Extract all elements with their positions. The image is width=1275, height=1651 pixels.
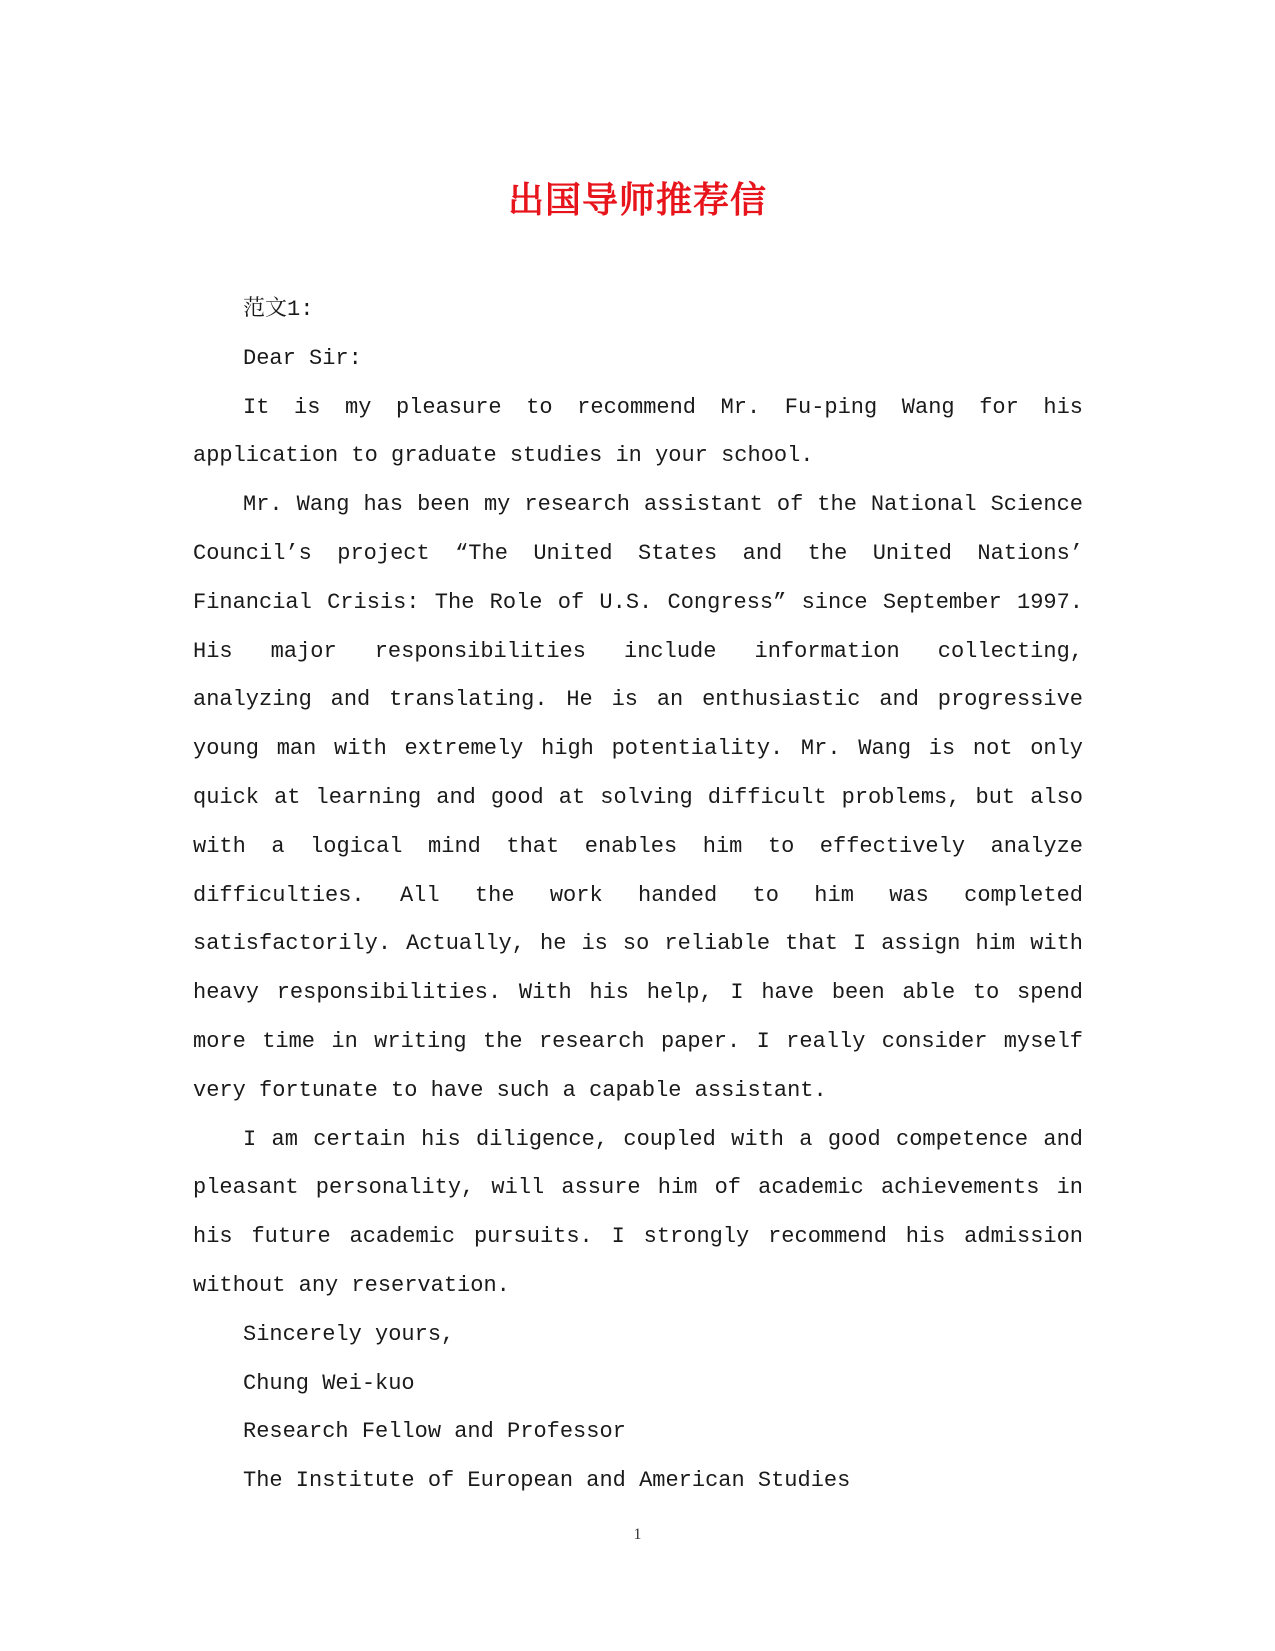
sample-label: 范文1: bbox=[243, 297, 314, 322]
salutation: Dear Sir: bbox=[243, 345, 362, 371]
paragraph-details: Mr. Wang has been my research assistant of the National Science Council’s project “The United States and the United Nations’ Financial Crisis: The Role of U.S. Congress” since September 1997. His major responsibilities include information collecting, analyzing and translating. He is an enthusiastic and progressive young man with extremely high potentiality. Mr. Wang is not only quick at learning and good at solving difficult problems, but also with a logical mind that enables him to effectively analyze difficulties. All the work handed to him was completed satisfactorily. Actually, he is so reliable that I assign him with heavy responsibilities. With his help, I have been able to spend more time in writing the research paper. I really consider myself very fortunate to have such a capable assistant. bbox=[193, 492, 1083, 1103]
document-title: 出国导师推荐信 bbox=[507, 179, 767, 221]
paragraph-recommendation: I am certain his diligence, coupled with a good competence and pleasant personality, will assure him of academic achievements in his future academic pursuits. I strongly recommend his admission without any reservation. bbox=[193, 1126, 1083, 1298]
signature-title: Research Fellow and Professor bbox=[243, 1419, 626, 1445]
letter-body bbox=[193, 286, 1083, 1506]
closing: Sincerely yours, bbox=[243, 1321, 455, 1347]
signature-institution: The Institute of European and American Studies bbox=[243, 1468, 851, 1494]
page-number: 1 bbox=[633, 1526, 642, 1543]
signature-name: Chung Wei-kuo bbox=[243, 1370, 415, 1396]
paragraph-intro: It is my pleasure to recommend Mr. Fu-ping Wang for his application to graduate studies in your school. bbox=[193, 394, 1083, 469]
